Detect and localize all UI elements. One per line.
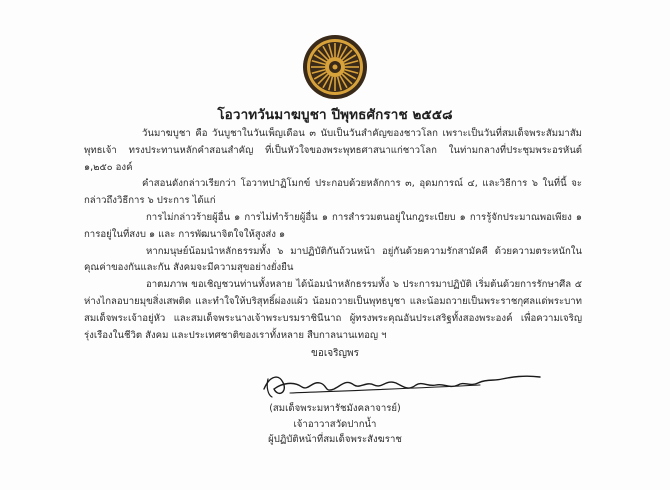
- signatory-name: (สมเด็จพระมหารัชมังคลาจารย์): [269, 403, 401, 414]
- document-title: โอวาทวันมาฆบูชา ปีพุทธศักราช ๒๕๕๘: [217, 107, 453, 123]
- letter-body: [84, 126, 582, 344]
- signature-block: [0, 401, 670, 448]
- paragraph-3: การไม่กล่าวร้ายผู้อื่น ๑ การไม่ทำร้ายผู้อื่น ๑ การสำรวมตนอยู่ในกฎระเบียบ ๑ การรู้จักประมาณพอเพียง ๑ การอยู่ในที่สงบ ๑ และ การพัฒนาจิตใจให้สูงส่ง ๑: [84, 211, 582, 240]
- signatory-role: ผู้ปฏิบัติหน้าที่สมเด็จพระสังฆราช: [268, 434, 402, 445]
- paragraph-5: อาตมภาพ ขอเชิญชวนท่านทั้งหลาย ได้น้อมนำหลักธรรมทั้ง ๖ ประการมาปฏิบัติ เริ่มต้นด้วยการรักษาศีล ๕ ห่างไกลอบายมุขสิ่งเสพติด และทำใจให้บริสุทธิ์ผ่องแผ้ว น้อมถวายเป็นพุทธบูชา และน้อมถวายเป็นพระราชกุศลแด่พระบาทสมเด็จพระเจ้าอยู่หัว และสมเด็จพระนางเจ้าพระบรมราชินีนาถ ผู้ทรงพระคุณอันประเสริฐทั้งสองพระองค์ เพื่อความเจริญรุ่งเรืองในชีวิต สังคม และประเทศชาติของเราทั้งหลาย สืบกาลนานเทอญ ฯ: [84, 279, 582, 341]
- signatory-position: เจ้าอาวาสวัดปากน้ำ: [293, 418, 377, 430]
- closing-greeting: ขอเจริญพร: [311, 348, 359, 359]
- handwritten-signature: [250, 367, 550, 401]
- paragraph-4: หากมนุษย์น้อมนำหลักธรรมทั้ง ๖ มาปฏิบัติกันถ้วนหน้า อยู่กันด้วยความรักสามัคคี ด้วยความตระหนักในคุณค่าของกันและกัน สังคมจะมีความสุขอย่างยั่งยืน: [84, 245, 582, 274]
- paragraph-2: คำสอนดังกล่าวเรียกว่า โอวาทปาฏิโมกข์ ประกอบด้วยหลักการ ๓, อุดมการณ์ ๔, และวิธีการ ๖ ในที่นี้ จะกล่าวถึงวิธีการ ๖ ประการ ได้แก่: [84, 178, 582, 207]
- paragraph-1: วันมาฆบูชา คือ วันบูชาในวันเพ็ญเดือน ๓ นับเป็นวันสำคัญของชาวโลก เพราะเป็นวันที่สมเด็จพระสัมมาสัมพุทธเจ้า ทรงประทานหลักคำสอนสำคัญ ที่เป็นหัวใจของพระพุทธศาสนาแก่ชาวโลก ในท่ามกลางที่ประชุมพระอรหันต์ ๑,๒๕๐ องค์: [84, 128, 582, 173]
- dharma-wheel-icon: [302, 34, 368, 100]
